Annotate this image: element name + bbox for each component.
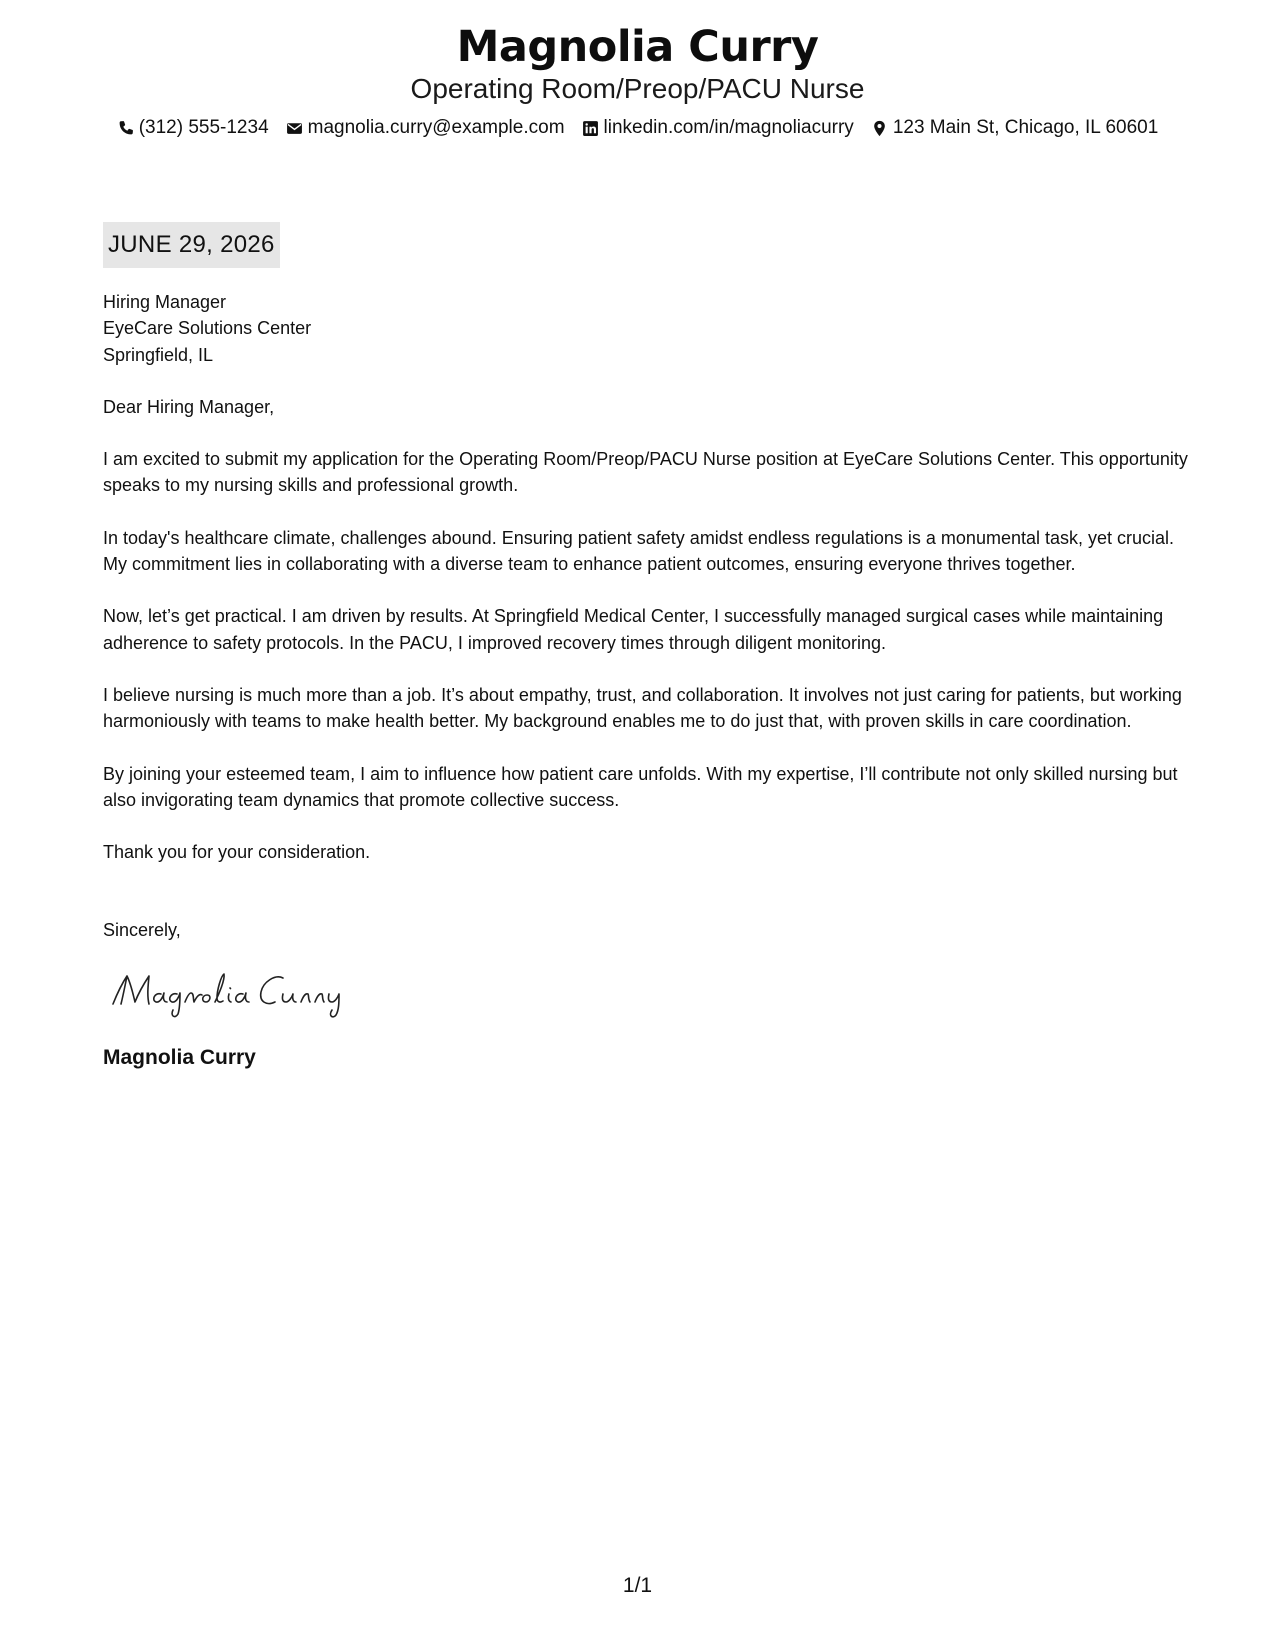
recipient-line: EyeCare Solutions Center [103, 318, 312, 339]
recipient-block [103, 289, 1188, 368]
handwritten-signature [103, 964, 373, 1022]
paragraph-challenges: In today's healthcare climate, challenges abound. Ensuring patient safety amidst endless regulations is a monumental task, yet crucial. My commitment lies in collaborating with a diverse team to enhance patient outcomes, ensuring everyone thrives together. [103, 527, 1175, 575]
letter-header [0, 22, 1275, 140]
map-pin-icon [871, 120, 888, 137]
linkedin-icon [582, 120, 599, 137]
paragraph-results: Now, let’s get practical. I am driven by results. At Springfield Medical Center, I successfully managed surgical cases while maintaining adherence to safety protocols. In the PACU, I improved recovery times through diligent monitoring. [103, 606, 1164, 653]
recipient-line: Springfield, IL [103, 344, 214, 365]
envelope-icon [286, 120, 303, 137]
linkedin-url: linkedin.com/in/magnoliacurry [603, 117, 854, 138]
page-number: 1/1 [622, 1574, 653, 1597]
signer-name: Magnolia Curry [103, 1045, 256, 1069]
contact-address [871, 116, 1158, 140]
phone-number: (312) 555-1234 [138, 117, 269, 138]
email-address: magnolia.curry@example.com [307, 117, 565, 138]
contact-phone [117, 116, 269, 140]
contact-linkedin [582, 116, 854, 140]
applicant-name: Magnolia Curry [456, 22, 819, 72]
applicant-job-title: Operating Room/Preop/PACU Nurse [410, 73, 865, 104]
paragraph-intro: I am excited to submit my application for the Operating Room/Preop/PACU Nurse position at EyeCare Solutions Center. This opportunity speaks to my nursing skills and professional growth. [103, 449, 1188, 496]
street-address: 123 Main St, Chicago, IL 60601 [892, 117, 1159, 138]
paragraph-thanks: Thank you for your consideration. [103, 842, 371, 863]
phone-icon [117, 120, 134, 137]
contact-bar [0, 116, 1275, 140]
paragraph-contribution: By joining your esteemed team, I aim to influence how patient care unfolds. With my expertise, I’ll contribute not only skilled nursing but also invigorating team dynamics that promote collective success. [103, 763, 1178, 810]
contact-email [286, 116, 565, 140]
letter-body [103, 289, 1188, 1072]
salutation: Dear Hiring Manager, [103, 396, 275, 417]
paragraph-values: I believe nursing is much more than a job. It’s about empathy, trust, and collaboration. It involves not just caring for patients, but working harmoniously with teams to make health better. My background enables me to do just that, with proven skills in care coordination. [103, 684, 1182, 732]
letter-date: JUNE 29, 2026 [103, 222, 280, 268]
recipient-line: Hiring Manager [103, 292, 227, 312]
closing: Sincerely, [103, 920, 181, 941]
